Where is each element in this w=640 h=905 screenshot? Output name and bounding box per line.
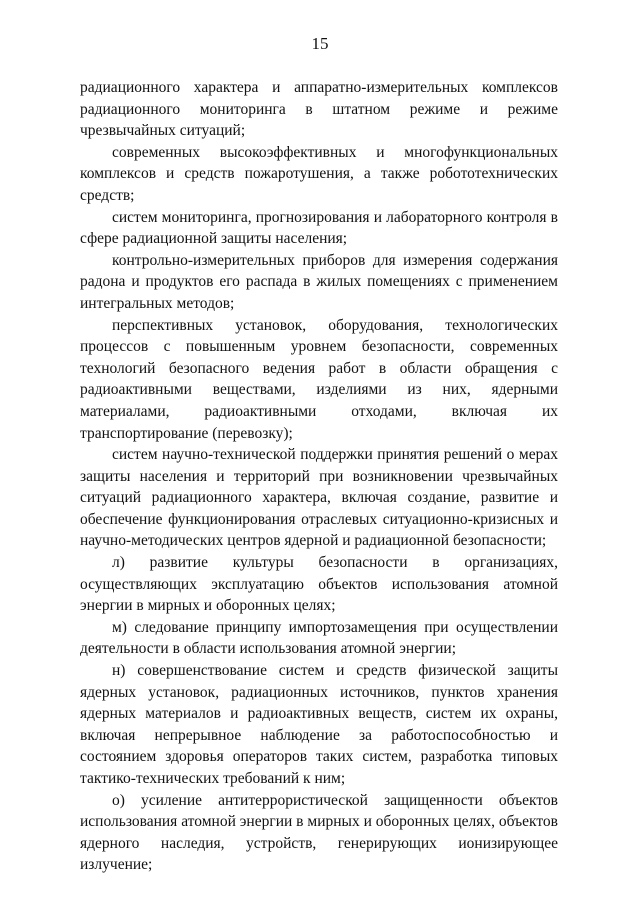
paragraph-monitoring-systems: систем мониторинга, прогнозирования и лабораторного контроля в сфере радиационной защиты населения; (80, 208, 558, 248)
paragraph-advanced-installations: перспективных установок, оборудования, технологических процессов с повышенным уровнем безопасности, современных технологий безопасного ведения работ в области обращения с радиоактивными веществами, изделиями из них, ядерными материалами, радиоактивными отходами, включая их транспортирование (перевозку); (80, 316, 558, 442)
page-number: 15 (311, 34, 329, 53)
paragraph-decision-support-systems: систем научно-технической поддержки принятия решений о мерах защиты населения и территорий при возникновении чрезвычайных ситуаций радиационного характера, включая создание, развитие и обеспечение функционирования отраслевых ситуационно-кризисных и научно-методических центров ядерной и радиационной безопасности; (80, 446, 558, 550)
paragraph-item-m: м) следование принципу импортозамещения при осуществлении деятельности в области использования атомной энергии; (80, 618, 558, 658)
paragraph-item-o: о) усиление антитеррористической защищенности объектов использования атомной энергии в мирных и оборонных целях, объектов ядерного наследия, устройств, генерирующих ионизирующее излучение; (80, 791, 558, 874)
document-body (80, 77, 558, 876)
paragraph-item-n: н) совершенствование систем и средств физической защиты ядерных установок, радиационных источников, пунктов хранения ядерных материалов и радиоактивных веществ, систем их охраны, включая непрерывное наблюдение за работоспособностью и состоянием здоровья операторов таких систем, разработка типовых тактико-технических требований к ним; (80, 662, 558, 787)
paragraph-continuation: радиационного характера и аппаратно-измерительных комплексов радиационного мониторинга в штатном режиме и режиме чрезвычайных ситуаций; (80, 79, 558, 140)
paragraph-item-l: л) развитие культуры безопасности в организациях, осуществляющих эксплуатацию объектов использования атомной энергии в мирных и оборонных целях; (80, 554, 558, 615)
paragraph-firefighting-means: современных высокоэффективных и многофункциональных комплексов и средств пожаротушения, а также робототехнических средств; (80, 143, 558, 204)
paragraph-radon-instruments: контрольно-измерительных приборов для измерения содержания радона и продуктов его распада в жилых помещениях с применением интегральных методов; (80, 251, 558, 312)
